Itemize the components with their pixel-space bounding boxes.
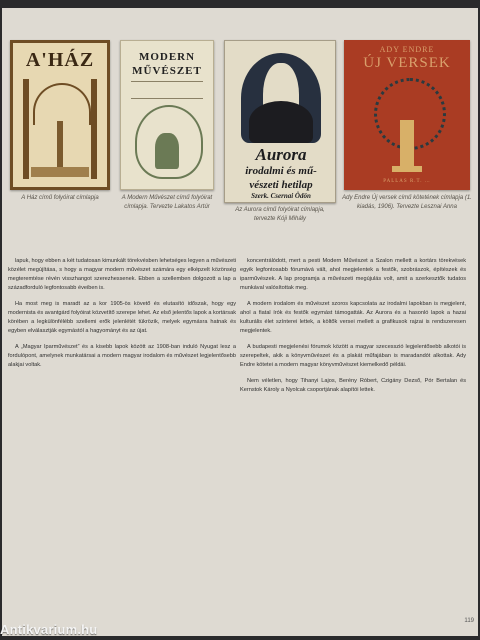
cover-chalice: [400, 120, 414, 168]
right-column: [240, 257, 466, 402]
cover-aurora: [224, 40, 336, 203]
caption-modern-muveszet: A Modern Művészet című folyóirat címlapja. Tervezte Lakatos Artúr: [121, 195, 213, 210]
magazine-page: [2, 8, 478, 636]
cover-a-haz: [10, 40, 110, 190]
cover-ady-title: ÚJ VERSEK: [363, 55, 451, 71]
cover-pillar-left: [23, 79, 29, 179]
cover-skirt: [249, 101, 313, 143]
page-number: 119: [464, 618, 474, 624]
paragraph: lapuk, hogy ebben a két tudatosan kimunkált törekvésben lehetséges legyen a művészeti közélet megújítása, s hogy a magyar modern művészet számára egy elképzelt közönség megteremtése révén visszhangot szerezhessenek. Ebben a szellemben dolgozott a lap a századforduló legfontosabb éveiben is.: [8, 258, 236, 291]
cover-modern-muveszet: [120, 40, 214, 190]
cover-a-haz-title: A'HÁZ: [25, 49, 95, 71]
paragraph: koncentrálódott, mert a pesti Modern Művészet a Szalon mellett a kortárs törekvések egyik legfontosabb fórumává vált, ahol megjelentek a festők, szobrászok, építészek és iparművészek. A lap programja a művészeti megújulás volt, amit a szerkesztők tudatos munkával valósítottak meg.: [240, 258, 466, 291]
cover-tree: [57, 121, 63, 169]
cover-ady-uj-versek: [344, 40, 470, 190]
paragraph: A „Magyar Iparművészet” és a kisebb lapok között az 1908-ban induló Nyugat lesz a fordulópont, amelynek munkatársai a modern magyar irodalom és művészet legjelentősebb alakjai voltak.: [8, 344, 236, 368]
cover-gallery: [2, 28, 478, 253]
watermark: Antikvarium.hu: [0, 622, 98, 637]
paragraph: A budapesti megjelenési fórumok között a magyar szecesszió legjelentősebb alkotói is szerepeltek, akik a könyvművészet és a plakát műfajában is maradandót alkottak. Ady Endre kötetei a modern magyar könyvművészet kiemelkedő példái.: [240, 344, 466, 368]
cover-arch: [33, 83, 91, 125]
caption-a-haz: A Ház című folyóirat címlapja: [21, 195, 99, 201]
cover-aurora-line3: vészeti hetilap: [249, 179, 313, 191]
caption-aurora: Az Aurora című folyóirat címlapja, tervezte Kóji Mihály: [235, 207, 325, 222]
cover-text-block: [131, 81, 203, 99]
cover-base: [31, 167, 89, 177]
cover-aurora-line2: irodalmi és mű-: [245, 165, 317, 177]
cover-muveszet-title: MŰVÉSZET: [132, 65, 202, 77]
cover-vase: [155, 133, 179, 169]
paragraph: Ha most meg is maradt az a kor 1905-ös követő és elutasító időszak, hogy egy modernista és avantgárd folyóirat közvetítő szerepe lehet. Az első jelentős lapok a kortársak körében a legkülönfélébb szellemi erők jelenlétét tükrözik, melyek egymásra hatnak és egyben elválasztják egymástól a hagyományt és az újat.: [8, 301, 236, 334]
cover-aurora-line4: Szerk. Csernai Ödön: [251, 192, 311, 200]
paragraph: Nem véletlen, hogy Tihanyi Lajos, Berény Róbert, Czigány Dezső, Pór Bertalan és Kernstok Károly a Nyolcak csoportjának alapítói lettek.: [240, 378, 466, 393]
caption-ady: Ady Endre Új versek című kötetének címlapja (1. kiadás, 1906). Tervezte Lesznai Anna: [342, 195, 472, 210]
cover-aurora-title: Aurora: [255, 145, 307, 164]
cover-modern-title: MODERN: [138, 51, 196, 63]
paragraph: A modern irodalom és művészet szoros kapcsolata az irodalmi lapokban is megjelent, ahol a fiatal írók és festők egymást támogatták. Az Aurora és a hasonló lapok a hazai kulturális élet színterei lettek, a költők versei mellett a grafikusok rajzai is rendszeresen megjelentek.: [240, 301, 466, 334]
cover-chalice-base: [392, 166, 422, 172]
cover-publisher: PALLAS R.T. …: [383, 179, 431, 184]
left-column: [8, 257, 236, 377]
cover-pillar-right: [91, 79, 97, 179]
cover-ady-author: ADY ENDRE: [379, 45, 435, 54]
